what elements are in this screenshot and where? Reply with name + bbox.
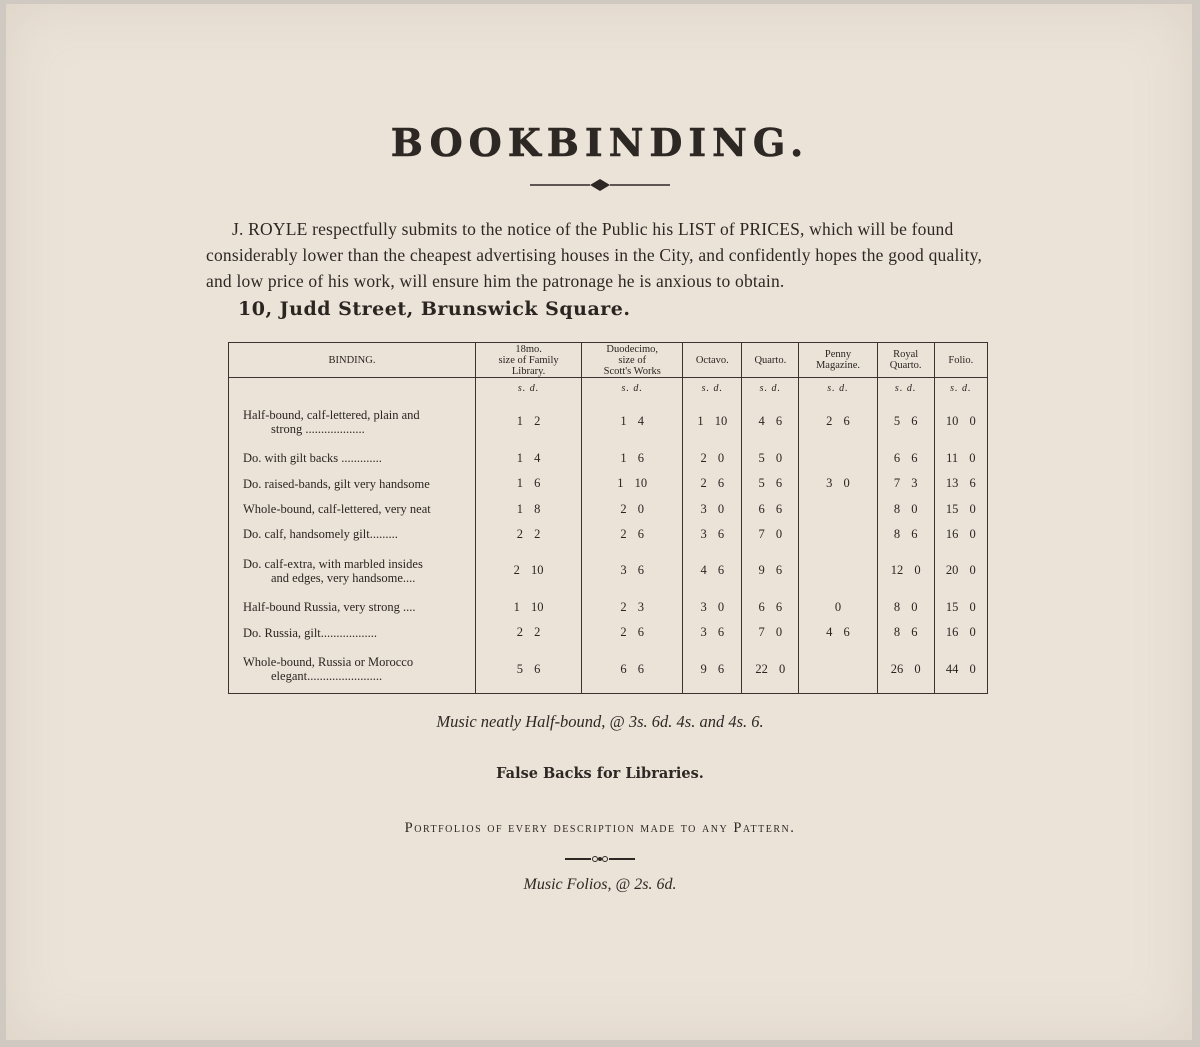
header-folio: Folio.: [934, 343, 987, 378]
unit-label: s. d.: [476, 378, 582, 399]
binding-label: Do. Russia, gilt..................: [243, 625, 378, 640]
price-cell: 44 0: [934, 645, 987, 693]
price-cell: 3 6: [683, 620, 742, 645]
price-cell: 3 6: [582, 547, 683, 594]
header-penny-magazine: Penny Magazine.: [799, 343, 877, 378]
price-cell: 6 6: [742, 595, 799, 620]
price-cell: 1 10: [683, 398, 742, 445]
price-cell: 3 6: [683, 522, 742, 547]
unit-label: s. d.: [934, 378, 987, 399]
price-cell: 1 8: [476, 496, 582, 521]
title-ornament-divider: [530, 178, 670, 192]
price-cell: 3 0: [799, 471, 877, 496]
price-cell: 8 6: [877, 620, 934, 645]
price-cell: 5 0: [742, 445, 799, 470]
price-cell: 15 0: [934, 595, 987, 620]
price-cell: 13 6: [934, 471, 987, 496]
price-cell: 16 0: [934, 522, 987, 547]
binding-label: Whole-bound, calf-lettered, very neat: [243, 502, 431, 517]
price-cell: 1 2: [476, 398, 582, 445]
unit-label: s. d.: [683, 378, 742, 399]
price-cell: 2 3: [582, 595, 683, 620]
small-ornament-divider: [565, 854, 635, 864]
binding-label: Do. raised-bands, gilt very handsome: [243, 476, 430, 491]
price-cell: 1 4: [582, 398, 683, 445]
price-cell: 7 0: [742, 620, 799, 645]
price-cell: 5 6: [476, 645, 582, 693]
price-cell: 2 2: [476, 522, 582, 547]
binding-label: Whole-bound, Russia or Morocco elegant........................: [243, 655, 414, 684]
price-cell: 6 6: [582, 645, 683, 693]
price-cell: 8 6: [877, 522, 934, 547]
price-cell: 4 6: [799, 620, 877, 645]
music-folios-note: Music Folios, @ 2s. 6d.: [523, 876, 677, 893]
table-row: [229, 471, 987, 496]
unit-label: s. d.: [582, 378, 683, 399]
header-duodecimo: Duodecimo, size of Scott's Works: [582, 343, 683, 378]
header-octavo: Octavo.: [683, 343, 742, 378]
header-18mo: 18mo. size of Family Library.: [476, 343, 582, 378]
price-cell: 6 6: [742, 496, 799, 521]
header-royal-quarto: Royal Quarto.: [877, 343, 934, 378]
price-cell: 9 6: [683, 645, 742, 693]
price-cell: [799, 645, 877, 693]
table-row: [229, 595, 987, 620]
price-cell: 2 6: [799, 398, 877, 445]
intro-paragraph: [206, 216, 1006, 294]
price-cell: 8 0: [877, 496, 934, 521]
price-cell: [799, 522, 877, 547]
page-title: BOOKBINDING.: [390, 120, 810, 165]
unit-label: s. d.: [742, 378, 799, 399]
price-cell: 1 6: [476, 471, 582, 496]
price-cell: 11 0: [934, 445, 987, 470]
price-cell: 2 2: [476, 620, 582, 645]
shop-address: 10, Judd Street, Brunswick Square.: [238, 298, 631, 320]
table-row: [229, 547, 987, 594]
price-cell: 22 0: [742, 645, 799, 693]
price-cell: [799, 496, 877, 521]
price-cell: 6 6: [877, 445, 934, 470]
intro-text: J. ROYLE respectfully submits to the notice of the Public his LIST of PRICES, which will be found considerably lower than the cheapest advertising houses in the City, and confidently hopes the good quality, and low price of his work, will ensure him the patronage he is anxious to obtain.: [206, 219, 983, 291]
table-row: [229, 645, 987, 693]
price-cell: 1 6: [582, 445, 683, 470]
price-cell: 20 0: [934, 547, 987, 594]
price-cell: 2 6: [582, 620, 683, 645]
price-cell: 0: [799, 595, 877, 620]
table-row: [229, 496, 987, 521]
header-quarto: Quarto.: [742, 343, 799, 378]
binding-label: Half-bound Russia, very strong ....: [243, 600, 416, 615]
price-cell: 2 0: [582, 496, 683, 521]
music-binding-note: Music neatly Half-bound, @ 3s. 6d. 4s. and 4s. 6.: [436, 712, 764, 731]
table-header-row: [229, 343, 987, 378]
price-cell: 2 10: [476, 547, 582, 594]
false-backs-heading: False Backs for Libraries.: [496, 765, 704, 782]
price-table: [228, 342, 988, 694]
table-row: [229, 620, 987, 645]
price-cell: 1 4: [476, 445, 582, 470]
price-cell: 1 10: [476, 595, 582, 620]
price-cell: 3 0: [683, 496, 742, 521]
price-cell: 2 6: [683, 471, 742, 496]
price-cell: 7 0: [742, 522, 799, 547]
price-cell: 16 0: [934, 620, 987, 645]
table-row: [229, 445, 987, 470]
binding-label: Do. calf-extra, with marbled insides and edges, very handsome....: [243, 556, 423, 585]
price-cell: 5 6: [742, 471, 799, 496]
price-cell: [799, 445, 877, 470]
binding-label: Do. calf, handsomely gilt.........: [243, 527, 398, 542]
table-row: [229, 522, 987, 547]
price-cell: 1 10: [582, 471, 683, 496]
price-cell: 2 0: [683, 445, 742, 470]
price-cell: 26 0: [877, 645, 934, 693]
unit-label: s. d.: [877, 378, 934, 399]
price-cell: 15 0: [934, 496, 987, 521]
price-cell: 10 0: [934, 398, 987, 445]
portfolios-note: Portfolios of every description made to any Pattern.: [404, 820, 796, 836]
price-cell: 2 6: [582, 522, 683, 547]
table-row: [229, 398, 987, 445]
header-binding: BINDING.: [229, 343, 476, 378]
price-cell: 9 6: [742, 547, 799, 594]
binding-label: Do. with gilt backs .............: [243, 451, 382, 466]
unit-label: s. d.: [799, 378, 877, 399]
price-cell: 4 6: [742, 398, 799, 445]
price-cell: 12 0: [877, 547, 934, 594]
price-cell: 7 3: [877, 471, 934, 496]
binding-label: Half-bound, calf-lettered, plain and strong ...................: [243, 407, 420, 436]
price-cell: 5 6: [877, 398, 934, 445]
price-cell: 8 0: [877, 595, 934, 620]
price-cell: 3 0: [683, 595, 742, 620]
units-row: [229, 378, 987, 399]
price-cell: [799, 547, 877, 594]
price-cell: 4 6: [683, 547, 742, 594]
